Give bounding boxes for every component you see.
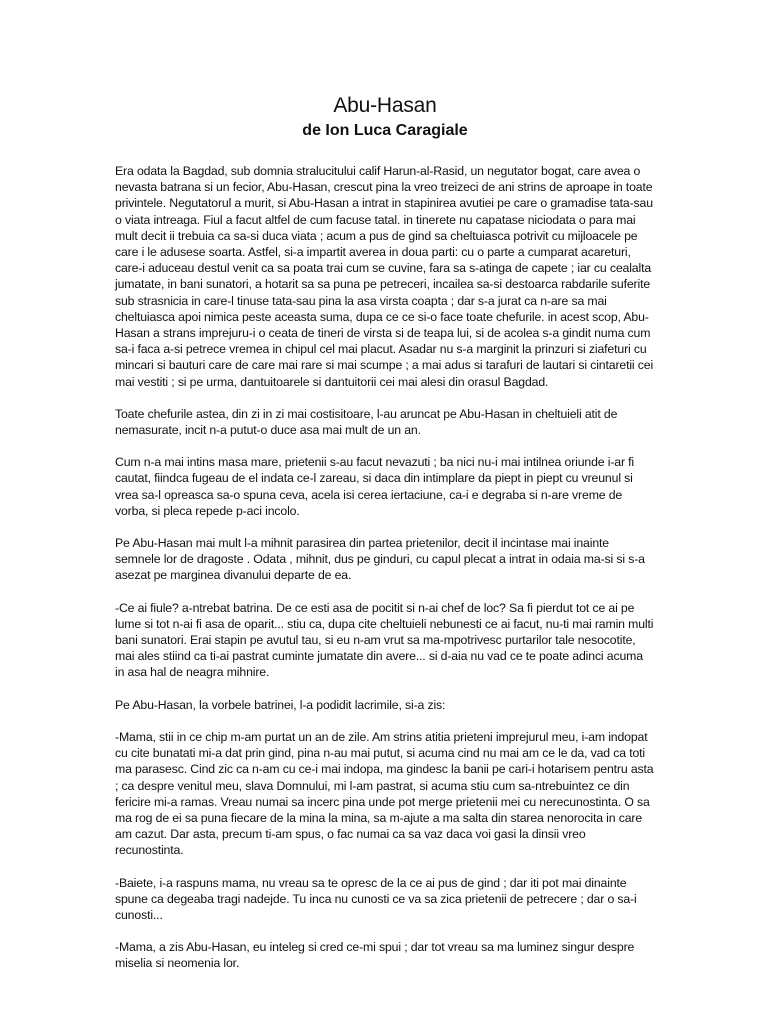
paragraph: Pe Abu-Hasan, la vorbele batrinei, l-a podidit lacrimile, si-a zis:	[115, 697, 446, 712]
page-subtitle: de Ion Luca Caragiale	[302, 122, 468, 139]
paragraph: -Ce ai fiule? a-ntrebat batrina. De ce esti asa de pocitit si n-ai chef de loc? Sa fi pierdut tot ce ai pe lume si tot n-ai fi asa de oparit... stiu ca, dupa cite cheltuieli nebunesti ce ai facut, nu-ti mai ramin multi bani sunatori. Erai stapin pe avutul tau, si eu n-am vrut sa ma-mpotrivesc purtarilor tale nesocotite, mai ales stiind ca ti-ai pastrat cuminte jumatate din avere... si d-aia nu vad ce te poate adinci acuma in asa hal de neagra mihnire.	[115, 600, 654, 680]
paragraph: Pe Abu-Hasan mai mult l-a mihnit parasirea din partea prietenilor, decit il incintase mai inainte semnele lor de dragoste . Odata , mihnit, dus pe ginduri, cu capul plecat a intrat in odaia ma-si si s-a asezat pe marginea divanului departe de ea.	[115, 536, 645, 583]
document-page	[115, 94, 655, 988]
paragraph: -Baiete, i-a raspuns mama, nu vreau sa te opresc de la ce ai pus de gind ; dar iti pot mai dinainte spune ca degeaba tragi nadejde. Tu inca nu cunosti ce va sa zica prietenii de petrecere ; dar o sa-i cunosti...	[115, 875, 637, 922]
paragraph: Era odata la Bagdad, sub domnia stralucitului calif Harun-al-Rasid, un negutator bogat, care avea o nevasta batrana si un fecior, Abu-Hasan, crescut pina la vreo treizeci de ani strins de aproape in toate privintele. Negutatorul a murit, si Abu-Hasan a intrat in stapinirea avutiei pe care o gramadise tata-sau o viata intreaga. Fiul a facut altfel de cum facuse tatal. in tinerete nu capatase niciodata o para mai mult decit ii trebuia ca sa-si duca viata ; acum a pus de gind sa cheltuiasca potrivit cu mijloacele pe care i le adusese soarta. Astfel, si-a impartit averea in doua parti: cu o parte a cumparat acareturi, care-i aduceau destul venit ca sa poata trai cum se cuvine, fara sa s-atinga de capete ; iar cu cealalta jumatate, in bani sunatori, a hotarit sa sa puna pe petreceri, incailea sa-si destoarca rabdarile suferite sub strasnicia in care-l tinuse tata-sau pina la asa virsta coapta ; dar s-a jurat ca n-are sa mai cheltuiasca apoi nimica peste aceasta suma, dupa ce ce si-o face toate chefurile. in acest scop, Abu-Hasan a strans imprejuru-i o ceata de tineri de virsta si de teapa lui, si de acolea s-a gindit numa cum sa-i faca a-si petrece vremea in chipul cel mai placut. Asadar nu s-a marginit la prinzuri si ziafeturi cu mincari si bauturi care de care mai rare si mai scumpe ; a mai adus si tarafuri de lautari si cintaretii cei mai vestiti ; si pe urma, dantuitoarele si dantuitorii cei mai alesi din orasul Bagdad.	[115, 164, 654, 389]
paragraph: Toate chefurile astea, din zi in zi mai costisitoare, l-au aruncat pe Abu-Hasan in cheltuieli atit de nemasurate, incit n-a putut-o duce asa mai mult de un an.	[115, 406, 618, 438]
paragraph: -Mama, a zis Abu-Hasan, eu inteleg si cred ce-mi spui ; dar tot vreau sa ma luminez singur despre miselia si neomenia lor.	[115, 940, 635, 971]
paragraph: -Mama, stii in ce chip m-am purtat un an de zile. Am strins atitia prieteni imprejurul meu, i-am indopat cu cite bunatati mi-a dat prin gind, pina n-au mai putut, si acuma cind nu mai am ce le da, vad ca toti ma parasesc. Cind zic ca n-am cu ce-i mai indopa, ma gindesc la banii pe cari-i hotarisem pentru asta ; ca despre venitul meu, slava Domnului, mi l-am pastrat, si acuma stiu cum sa-ntrebuintez ce din fericire mi-a ramas. Vreau numai sa incerc pina unde pot merge prietenii mei cu nerecunostinta. O sa ma rog de ei sa puna fiecare de la mina la mina, sa m-ajute a ma salta din starea nenorocita in care am cazut. Dar asta, precum ti-am spus, o fac numai ca sa vaz daca voi gasi la dinsii vreo recunostinta.	[115, 729, 654, 858]
page-title: Abu-Hasan	[333, 94, 437, 117]
paragraph: Cum n-a mai intins masa mare, prietenii s-au facut nevazuti ; ba nici nu-i mai intilnea oriunde i-ar fi cautat, fiindca fugeau de el indata ce-l zareau, si daca din intimplare da piept in piept cu vreunul si vrea sa-l opreasca sa-o spuna ceva, acela isi cerea iertaciune, ca-i e degraba si n-are vreme de vorba, si pleca repede p-aci incolo.	[115, 455, 635, 518]
body-text	[115, 163, 655, 972]
